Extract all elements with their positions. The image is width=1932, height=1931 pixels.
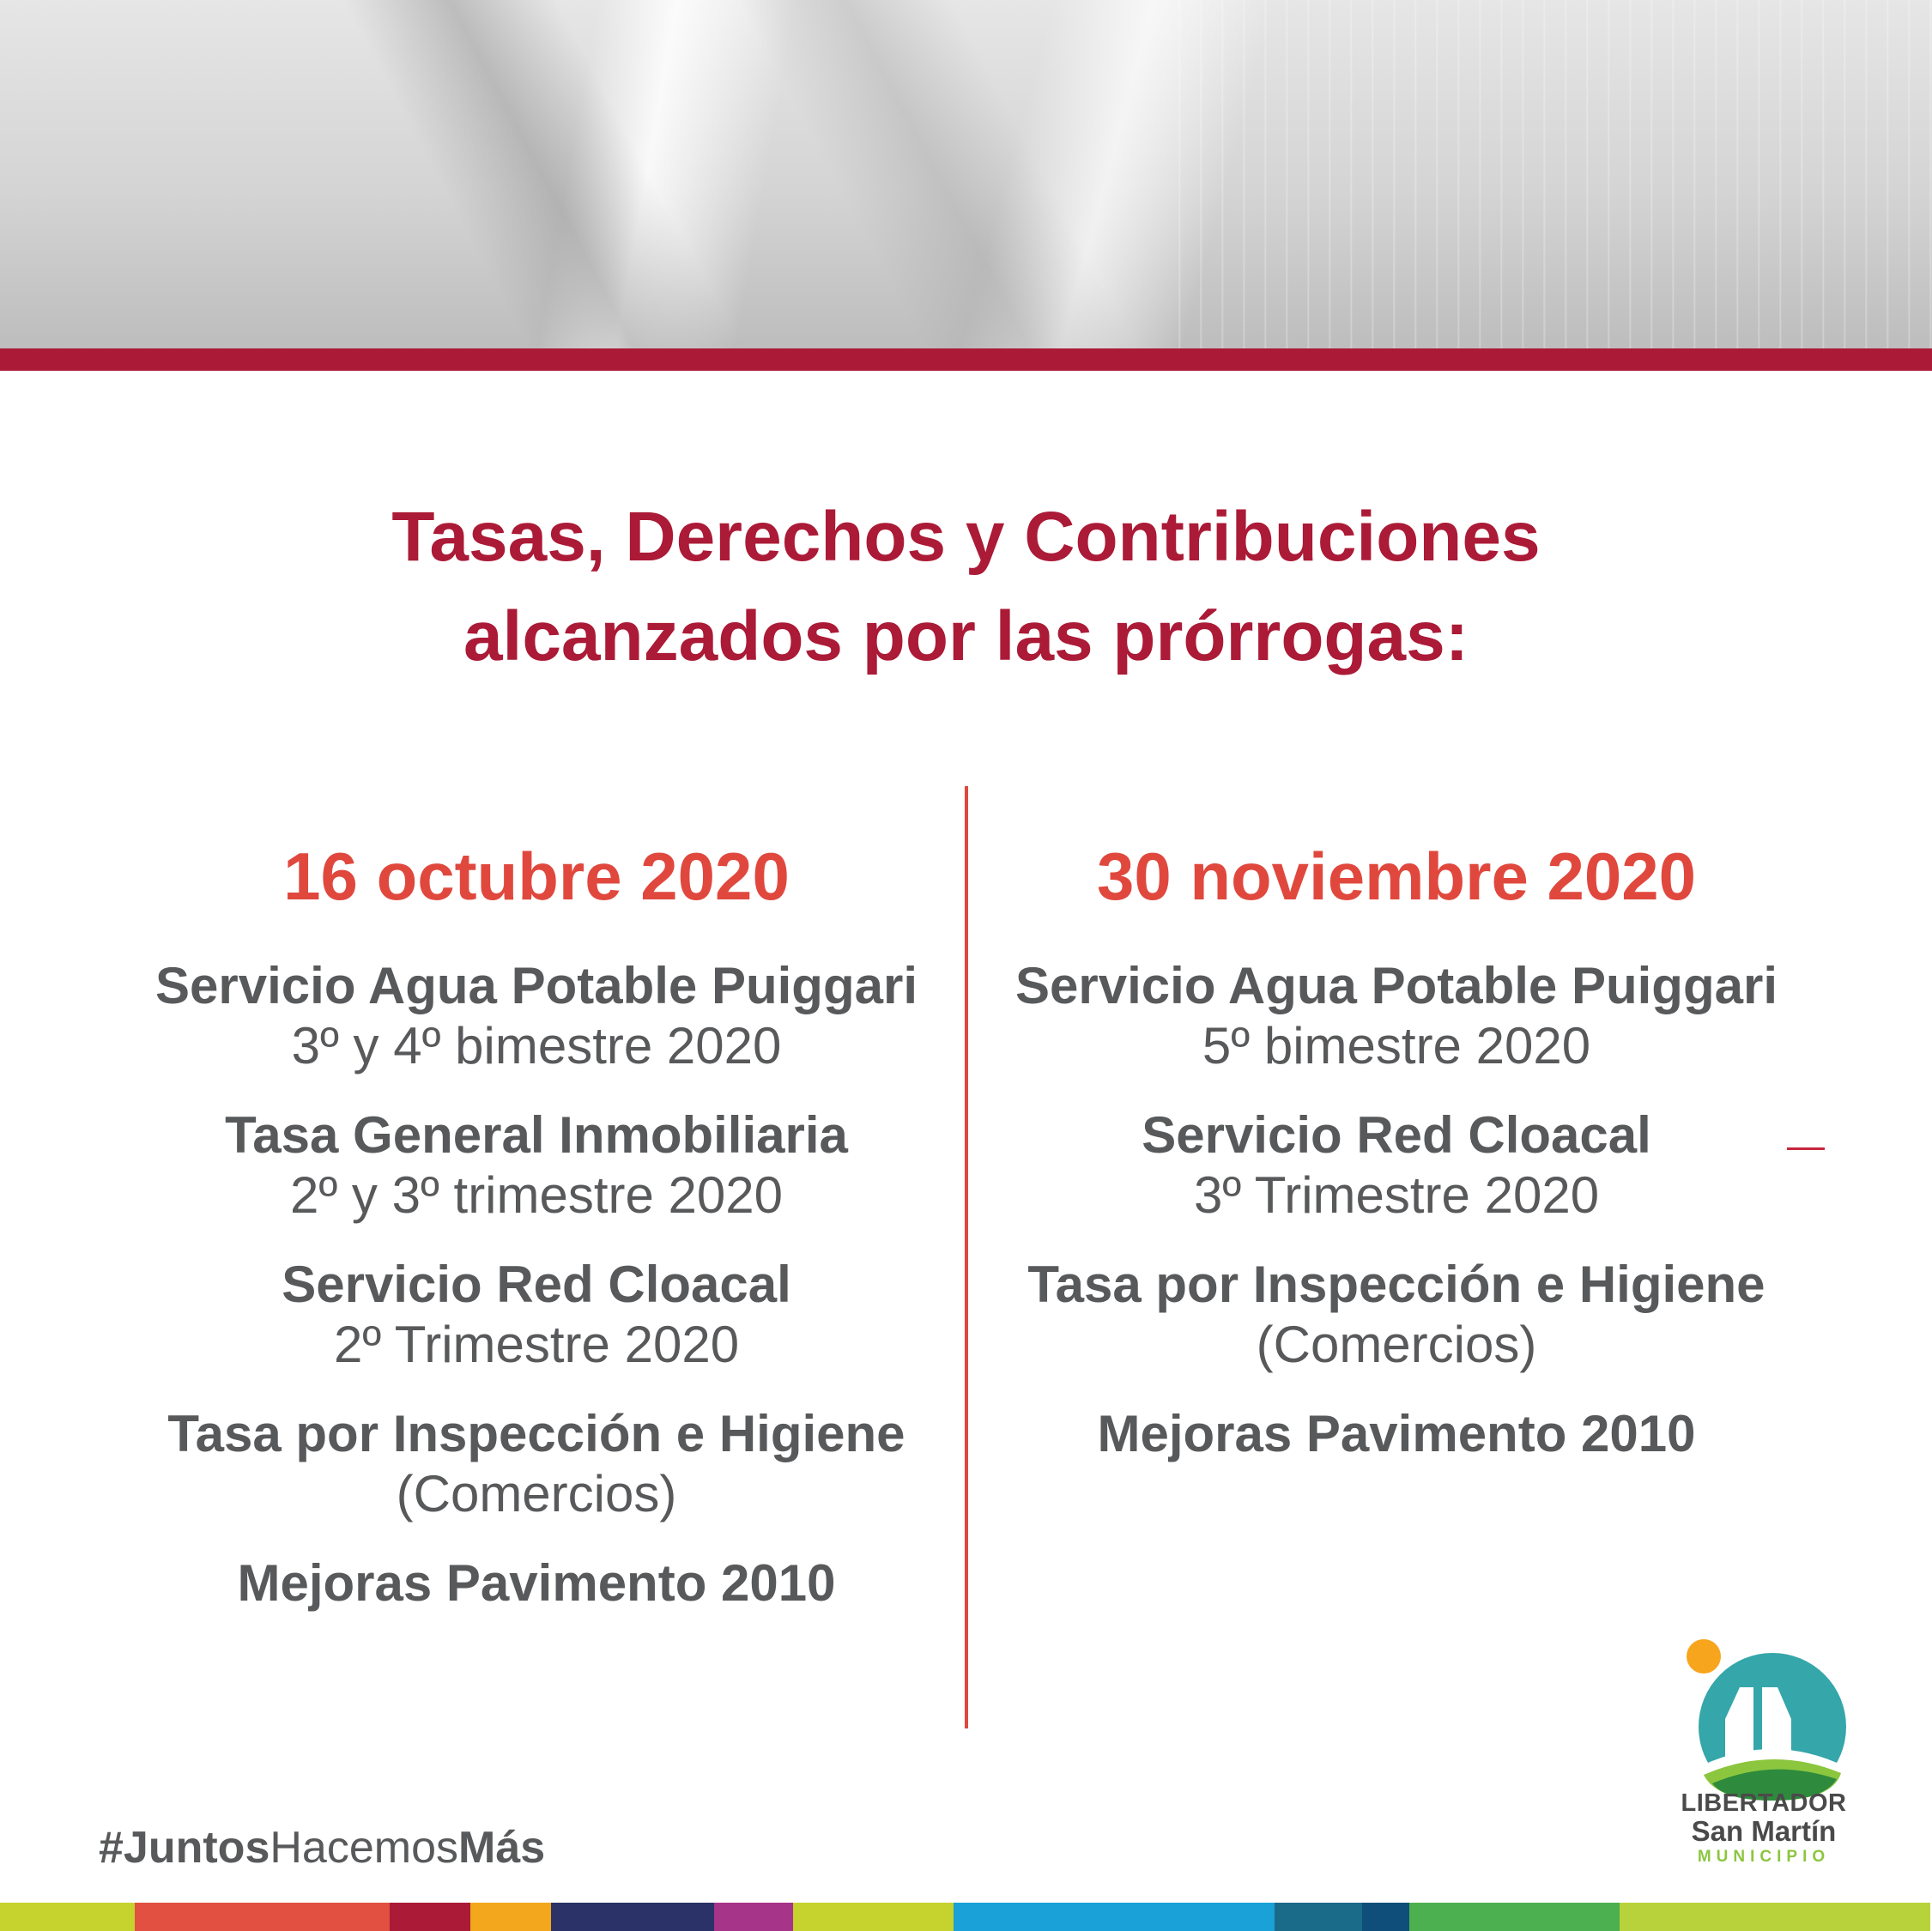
list-item <box>107 1553 966 1613</box>
hashtag-part-1: #Juntos <box>99 1823 270 1873</box>
item-detail: 3º y 4º bimestre 2020 <box>291 1017 782 1074</box>
logo-line-2: San Martín <box>1691 1815 1837 1847</box>
header-accent-bar <box>0 348 1932 371</box>
item-detail: 5º bimestre 2020 <box>1202 1017 1591 1074</box>
item-name: Tasa General Inmobiliaria <box>225 1106 848 1164</box>
photo-streak <box>317 0 766 348</box>
column-november <box>967 829 1826 1493</box>
item-detail: 2º Trimestre 2020 <box>333 1316 740 1373</box>
logo-line-1: LIBERTADOR <box>1681 1789 1847 1817</box>
list-item <box>107 1105 966 1226</box>
municipio-logo-icon <box>1678 1637 1850 1809</box>
logo-line-3: MUNICIPIO <box>1697 1848 1831 1866</box>
list-item <box>967 1255 1826 1375</box>
color-stripe-footer <box>0 1903 1932 1931</box>
item-detail: 2º y 3º trimestre 2020 <box>289 1166 784 1224</box>
list-item <box>107 956 966 1076</box>
item-name: Mejoras Pavimento 2010 <box>1097 1405 1696 1462</box>
title-line-2: alcanzados por las prórrogas: <box>463 597 1469 675</box>
list-item <box>107 1404 966 1524</box>
stripe <box>954 1903 1275 1931</box>
stripe <box>551 1903 714 1931</box>
item-detail: (Comercios) <box>1256 1316 1537 1373</box>
hashtag <box>99 1818 545 1878</box>
list-item <box>967 956 1826 1076</box>
stripe <box>1362 1903 1409 1931</box>
logo-wordmark <box>1656 1789 1871 1868</box>
page-title <box>0 487 1932 687</box>
photo-texture <box>1160 0 1932 348</box>
hashtag-part-2: Hacemos <box>270 1823 459 1873</box>
stripe <box>1409 1903 1620 1931</box>
item-name: Tasa por Inspección e Higiene <box>167 1405 905 1462</box>
stripe <box>1620 1903 1930 1931</box>
item-name: Servicio Red Cloacal <box>282 1256 791 1313</box>
date-heading: 30 noviembre 2020 <box>1096 838 1697 914</box>
item-name: Tasa por Inspección e Higiene <box>1027 1256 1765 1313</box>
stripe <box>1275 1903 1362 1931</box>
item-detail: 3º Trimestre 2020 <box>1193 1166 1600 1224</box>
list-item <box>967 1404 1826 1464</box>
header-photo <box>0 0 1932 348</box>
stripe <box>135 1903 390 1931</box>
list-item <box>107 1255 966 1375</box>
item-name: Servicio Agua Potable Puiggari <box>155 957 918 1014</box>
photo-streak <box>712 0 1160 348</box>
date-heading: 16 octubre 2020 <box>283 838 790 914</box>
item-name: Servicio Red Cloacal <box>1142 1106 1651 1164</box>
item-name: Mejoras Pavimento 2010 <box>237 1554 836 1612</box>
stripe <box>793 1903 954 1931</box>
logo-sun <box>1687 1639 1721 1674</box>
hashtag-part-3: Más <box>458 1823 546 1873</box>
list-item <box>967 1105 1826 1226</box>
stripe <box>470 1903 551 1931</box>
item-name: Servicio Agua Potable Puiggari <box>1015 957 1778 1014</box>
column-october <box>107 829 966 1643</box>
title-line-1: Tasas, Derechos y Contribuciones <box>391 498 1541 576</box>
stripe <box>0 1903 135 1931</box>
item-detail: (Comercios) <box>396 1465 677 1522</box>
stripe <box>390 1903 470 1931</box>
stripe <box>714 1903 793 1931</box>
